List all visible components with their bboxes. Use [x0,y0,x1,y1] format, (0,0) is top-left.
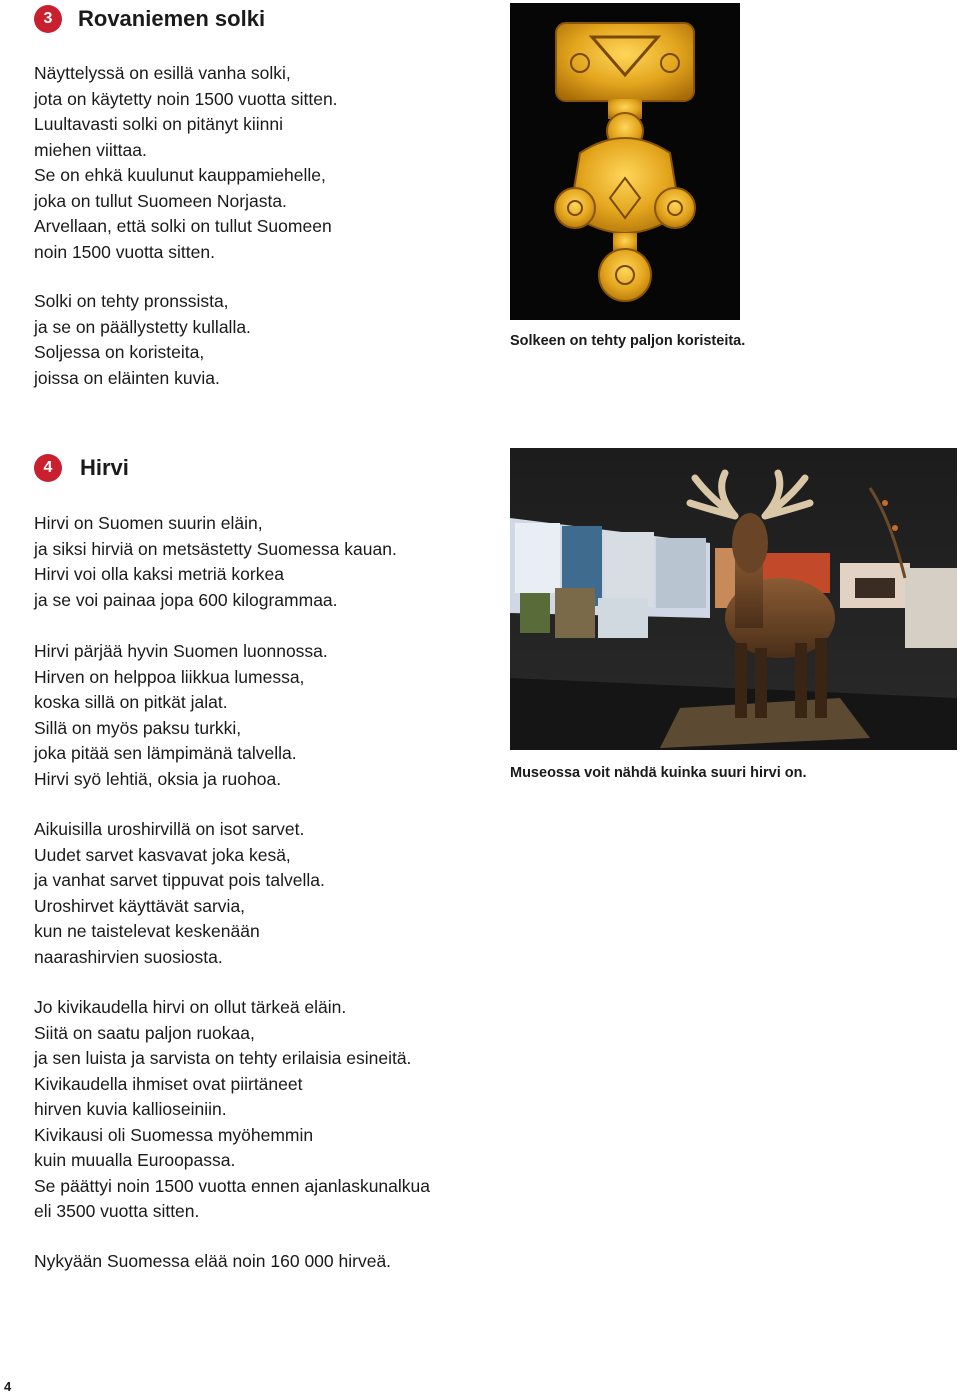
section-title: Rovaniemen solki [78,6,266,31]
text-line: joka pitää sen lämpimänä talvella. [34,743,297,763]
text-line: Hirvi pärjää hyvin Suomen luonnossa. [34,641,328,661]
page-number: 4 [4,1379,12,1394]
text-line: Uudet sarvet kasvavat joka kesä, [34,844,291,865]
paragraph [34,1249,391,1275]
image-caption: Solkeen on tehty paljon koristeita. [510,333,746,349]
text-line: miehen viittaa. [34,139,147,160]
text-line: Se päättyi noin 1500 vuotta ennen ajanlaskunalkua [34,1175,430,1196]
text-line: Solki on tehty pronssista, [34,291,229,311]
text-line: Arvellaan, että solki on tullut Suomeen [34,216,332,236]
text-line: kuin muualla Euroopassa. [34,1150,236,1170]
paragraph [34,995,430,1225]
moose-exhibit-illustration [510,448,957,750]
text-line: Uroshirvet käyttävät sarvia, [34,895,246,916]
text-line: kun ne taistelevat keskenään [34,921,260,941]
text-line: Hirvi syö lehtiä, oksia ja ruohoa. [34,768,282,789]
text-line: noin 1500 vuotta sitten. [34,241,215,262]
text-line: Se on ehkä kuulunut kauppamiehelle, [34,165,326,185]
text-line: ja siksi hirviä on metsästetty Suomessa kauan. [34,538,397,559]
text-line: Kivikausi oli Suomessa myöhemmin [34,1124,314,1145]
text-line: Hirvi voi olla kaksi metriä korkea [34,564,284,584]
text-line: Siitä on saatu paljon ruokaa, [34,1022,255,1043]
image-caption: Museossa voit nähdä kuinka suuri hirvi on. [510,765,807,781]
moose-exhibit-photo [510,448,957,750]
text-line: naarashirvien suosiosta. [34,946,223,967]
text-line: Aikuisilla uroshirvillä on isot sarvet. [34,819,305,839]
text-line: eli 3500 vuotta sitten. [34,1201,200,1221]
text-line: Näyttelyssä on esillä vanha solki, [34,63,291,83]
text-line: Jo kivikaudella hirvi on ollut tärkeä eläin. [34,997,347,1017]
text-line: Hirvi on Suomen suurin eläin, [34,513,263,533]
text-line: hirven kuvia kallioseiniin. [34,1099,227,1119]
paragraph [34,289,251,391]
text-line: ja se voi painaa jopa 600 kilogrammaa. [34,589,338,610]
text-line: joka on tullut Suomeen Norjasta. [34,190,287,211]
section-title: Hirvi [80,455,129,480]
text-line: Nykyään Suomessa elää noin 160 000 hirveä. [34,1251,392,1271]
text-line: Soljessa on koristeita, [34,342,205,362]
paragraph [34,817,325,970]
brooch-photo [510,3,740,320]
text-line: ja se on päällystetty kullalla. [34,316,251,337]
section-number-badge: 4 [34,454,62,482]
paragraph [34,639,328,792]
text-line: Luultavasti solki on pitänyt kiinni [34,114,284,134]
text-line: ja vanhat sarvet tippuvat pois talvella. [34,870,325,890]
text-line: Hirven on helppoa liikkua lumessa, [34,666,305,687]
paragraph [34,511,397,613]
paragraph [34,61,338,265]
text-line: Kivikaudella ihmiset ovat piirtäneet [34,1073,303,1094]
text-line: Sillä on myös paksu turkki, [34,717,242,738]
text-line: koska sillä on pitkät jalat. [34,692,228,712]
section-number-badge: 3 [34,5,62,33]
text-line: jota on käytetty noin 1500 vuotta sitten. [34,88,338,109]
text-line: ja sen luista ja sarvista on tehty erilaisia esineitä. [34,1048,412,1068]
text-line: joissa on eläinten kuvia. [34,367,220,388]
brooch-illustration [510,3,740,320]
